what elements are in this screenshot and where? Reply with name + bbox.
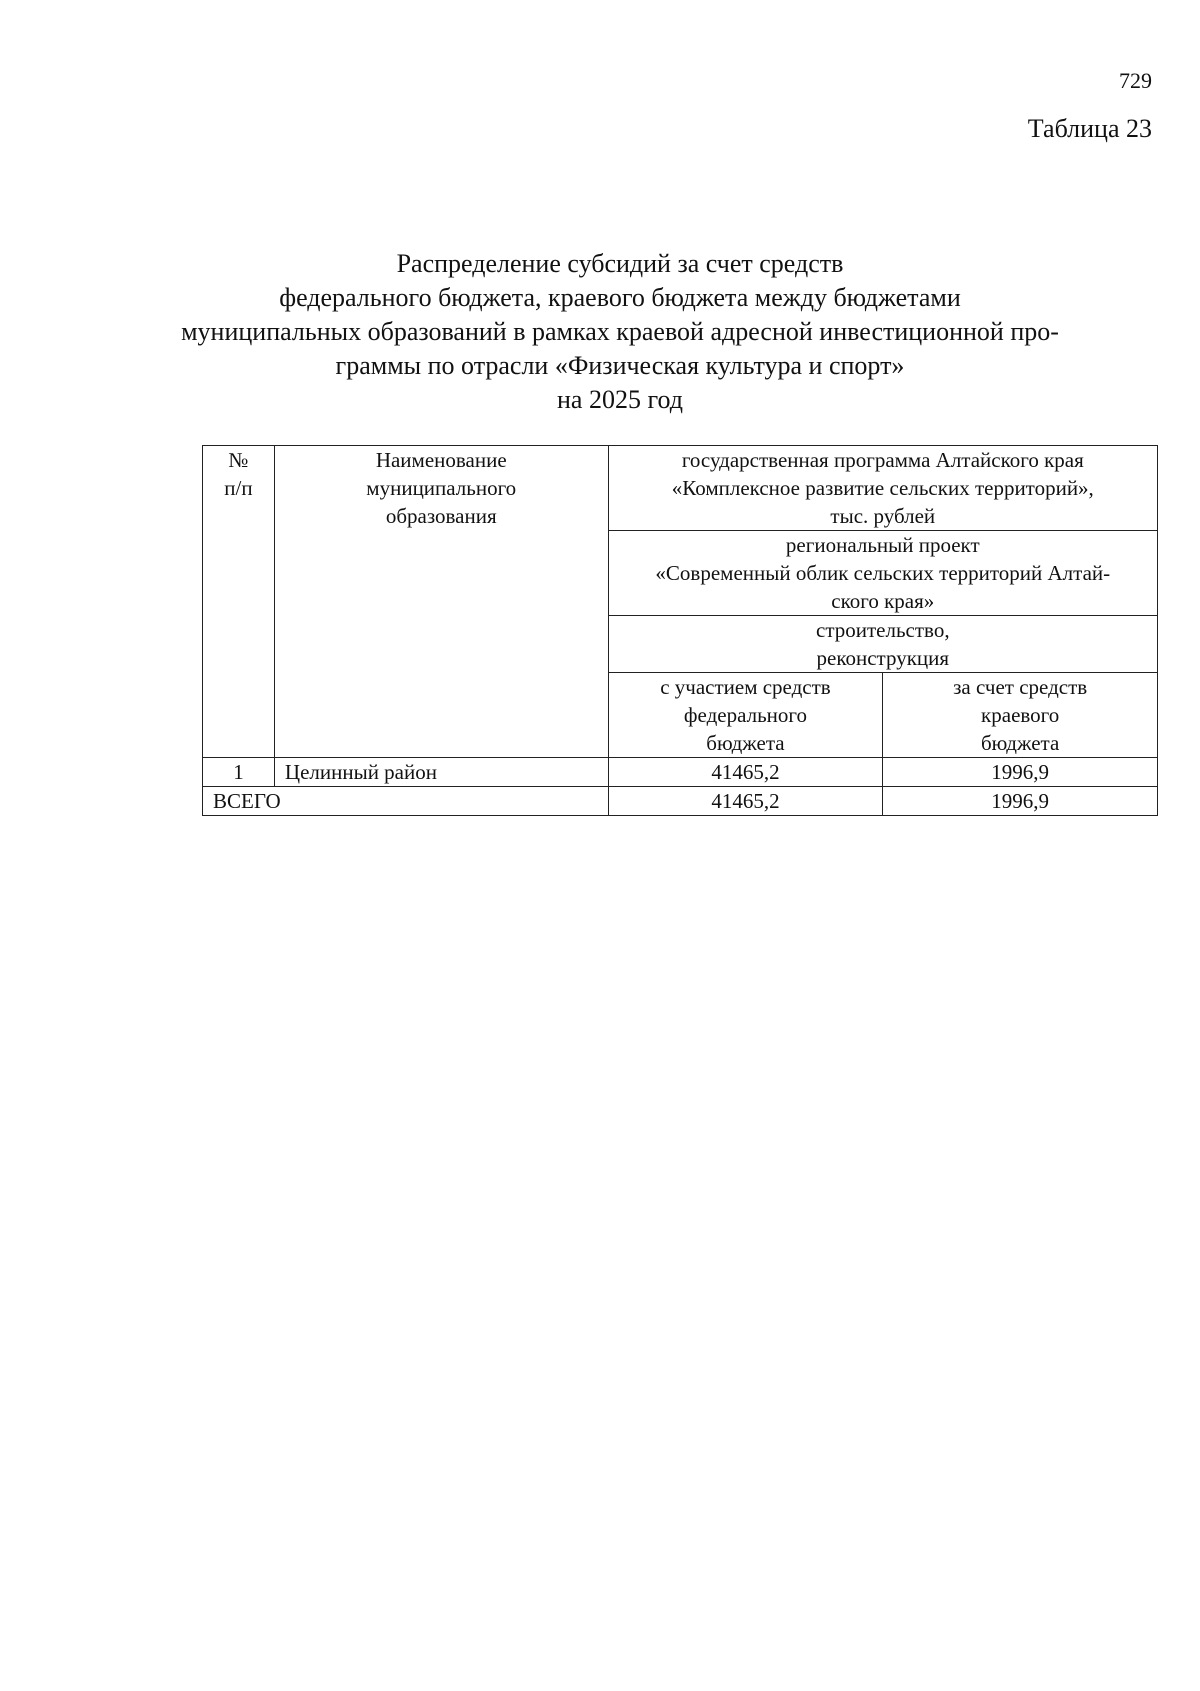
subsidy-table — [202, 445, 1158, 816]
title-line: муниципальных образований в рамках краевой адресной инвестиционной про- — [181, 317, 1059, 346]
header-num: № п/п — [203, 446, 275, 758]
title-line: на 2025 год — [557, 385, 683, 414]
header-municipality: Наименование муниципального образования — [274, 446, 608, 758]
title-line: Распределение субсидий за счет средств — [396, 249, 844, 278]
row-municipality: Целинный район — [274, 758, 608, 787]
header-regional-budget: за счет средств краевого бюджета — [883, 673, 1158, 758]
page-number: 729 — [1119, 68, 1152, 93]
header-regional-project: региональный проект «Современный облик сельских территорий Алтай- ского края» — [608, 531, 1157, 616]
header-construction: строительство, реконструкция — [608, 616, 1157, 673]
table-label: Таблица 23 — [1027, 114, 1152, 143]
total-regional-value: 1996,9 — [883, 787, 1158, 816]
header-federal-budget: с участием средств федерального бюджета — [608, 673, 883, 758]
row-federal-value: 41465,2 — [608, 758, 883, 787]
total-label: ВСЕГО — [203, 787, 609, 816]
header-state-program: государственная программа Алтайского края «Комплексное развитие сельских территорий», тыс. рублей — [608, 446, 1157, 531]
title-line: граммы по отрасли «Физическая культура и спорт» — [335, 351, 905, 380]
row-num: 1 — [203, 758, 275, 787]
total-federal-value: 41465,2 — [608, 787, 883, 816]
title-line: федерального бюджета, краевого бюджета между бюджетами — [279, 283, 961, 312]
table-row — [203, 758, 1158, 787]
row-regional-value: 1996,9 — [883, 758, 1158, 787]
document-title — [140, 247, 1100, 417]
total-row — [203, 787, 1158, 816]
